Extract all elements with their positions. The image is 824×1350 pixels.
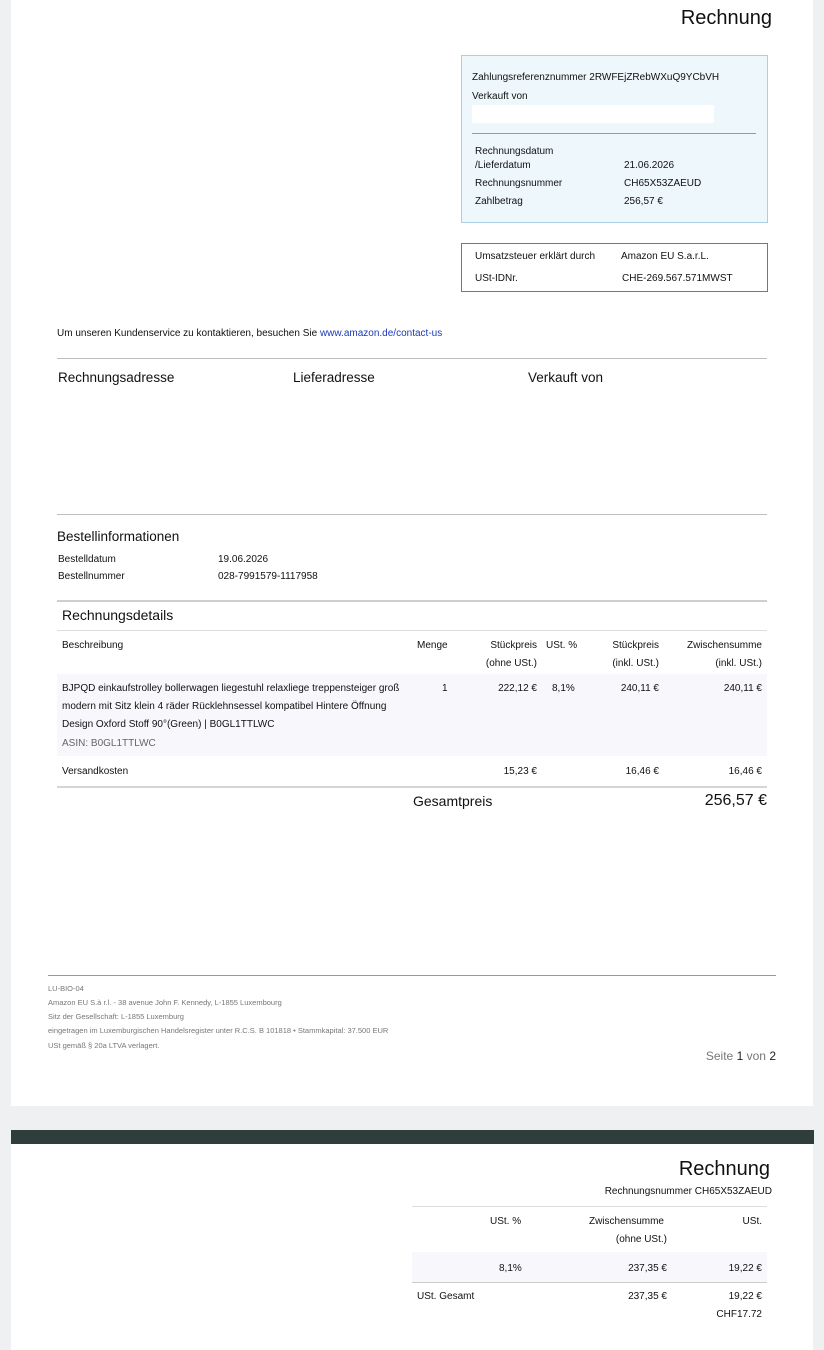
seller-address-heading: Verkauft von	[528, 370, 604, 385]
col-unit-net-sub: (ohne USt.)	[485, 658, 537, 669]
footer-line-3: Sitz der Gesellschaft: L-1855 Luxemburg	[48, 1012, 184, 1021]
item-description-line-1: BJPQD einkaufstrolley bollerwagen liegestuhl relaxliege treppensteiger groß	[62, 683, 400, 694]
order-number-label: Bestellnummer	[58, 571, 125, 582]
page-prefix: Seite	[705, 1049, 734, 1063]
col-unit-gross: Stückpreis	[612, 640, 659, 651]
shipping-address-heading: Lieferadresse	[293, 370, 375, 385]
vat-total-subtotal: 237,35 €	[628, 1291, 667, 1302]
table-row	[412, 1252, 767, 1282]
page-total: 2	[769, 1049, 776, 1063]
divider	[412, 1282, 767, 1283]
item-subtotal: 240,11 €	[723, 683, 762, 694]
vat-declared-label: Umsatzsteuer erklärt durch	[475, 251, 596, 262]
vat-id-label: USt-IDNr.	[475, 273, 518, 284]
shipping-subtotal: 16,46 €	[728, 766, 762, 777]
invoice-date-label: Rechnungsdatum	[475, 146, 554, 157]
billing-address-heading: Rechnungsadresse	[58, 370, 175, 385]
col-vat-pct: USt. %	[490, 1216, 522, 1227]
divider	[57, 358, 767, 359]
order-info-heading: Bestellinformationen	[57, 529, 180, 544]
col-vat: USt.	[742, 1216, 762, 1227]
row-subtotal: 237,35 €	[628, 1263, 667, 1274]
col-quantity: Menge	[417, 640, 448, 651]
vat-declared-value: Amazon EU S.a.r.L.	[621, 251, 709, 262]
col-unit-net: Stückpreis	[490, 640, 537, 651]
footer-line-5: USt gemäß § 20a LTVA verlagert.	[48, 1041, 160, 1050]
shipping-unit-gross: 16,46 €	[625, 766, 659, 777]
vat-total-label: USt. Gesamt	[417, 1291, 475, 1302]
page-title: Rechnung	[680, 7, 772, 29]
invoice-number-value: CH65X53ZAEUD	[624, 178, 702, 189]
invoice-date-value: 21.06.2026	[624, 160, 675, 171]
invoice-number-line: Rechnungsnummer CH65X53ZAEUD	[604, 1186, 772, 1197]
col-subtotal: Zwischensumme	[588, 1216, 664, 1227]
invoice-number-label: Rechnungsnummer	[475, 178, 563, 189]
divider	[57, 630, 767, 631]
divider	[472, 133, 756, 134]
page-mid: von	[746, 1049, 766, 1063]
page-separator	[11, 1130, 814, 1144]
total-value: 256,57 €	[704, 792, 767, 809]
shipping-unit-net: 15,23 €	[503, 766, 537, 777]
footer-divider	[48, 975, 776, 976]
item-unit-gross: 240,11 €	[620, 683, 659, 694]
sold-by-value-field	[472, 105, 714, 123]
footer-line-4: eingetragen im Luxemburgischen Handelsregister unter R.C.S. B 101818 • Stammkapital: 37.500 EUR	[48, 1026, 389, 1035]
footer-line-2: Amazon EU S.à r.l. - 38 avenue John F. Kennedy, L-1855 Luxembourg	[48, 998, 282, 1007]
payment-reference: Zahlungsreferenznummer 2RWFEjZRebWXuQ9YCbVH	[472, 72, 720, 83]
order-number-value: 028-7991579-1117958	[218, 571, 318, 582]
col-subtotal-sub: (ohne USt.)	[615, 1234, 667, 1245]
invoice-page-1	[11, 0, 813, 1106]
invoice-details-heading: Rechnungsdetails	[62, 607, 174, 623]
page-indicator	[706, 1049, 776, 1063]
sold-by-label: Verkauft von	[472, 91, 528, 102]
page-title: Rechnung	[678, 1158, 770, 1180]
vat-declaration-box	[461, 243, 768, 292]
col-subtotal: Zwischensumme	[686, 640, 762, 651]
vat-total-value: 19,22 €	[728, 1291, 762, 1302]
amount-value: 256,57 €	[624, 196, 663, 207]
col-description: Beschreibung	[62, 640, 124, 651]
order-date-value: 19.06.2026	[218, 554, 269, 565]
invoice-page-2	[11, 1144, 813, 1350]
order-date-label: Bestelldatum	[58, 554, 116, 565]
col-subtotal-sub: (inkl. USt.)	[715, 658, 762, 669]
divider	[57, 600, 767, 602]
row-vat: 19,22 €	[728, 1263, 762, 1274]
vat-id-value: CHE-269.567.571MWST	[622, 273, 733, 284]
item-quantity: 1	[442, 683, 448, 694]
item-description-line-3: Design Oxford Stoff 90°(Green) | B0GL1TTLWC	[62, 719, 275, 730]
divider	[57, 514, 767, 515]
vat-total-chf: CHF17.72	[716, 1309, 762, 1320]
item-asin: ASIN: B0GL1TTLWC	[62, 738, 156, 749]
contact-line	[57, 328, 442, 339]
delivery-date-label: /Lieferdatum	[475, 160, 531, 171]
page-number: 1	[736, 1049, 744, 1063]
col-vat-pct: USt. %	[546, 640, 578, 651]
divider	[412, 1206, 767, 1207]
item-vat-pct: 8,1%	[552, 683, 575, 694]
item-unit-net: 222,12 €	[498, 683, 537, 694]
item-description-line-2: modern mit Sitz klein 4 räder Rücklehnsessel kompatibel Hintere Öffnung	[62, 701, 387, 712]
total-label: Gesamtpreis	[413, 793, 493, 809]
contact-link[interactable]: www.amazon.de/contact-us	[319, 328, 443, 339]
divider	[57, 786, 767, 788]
payment-info-box	[461, 55, 768, 223]
col-unit-gross-sub: (inkl. USt.)	[612, 658, 659, 669]
footer-line-1: LU-BIO-04	[48, 984, 84, 993]
amount-label: Zahlbetrag	[475, 196, 523, 207]
shipping-label: Versandkosten	[62, 766, 129, 777]
contact-text: Um unseren Kundenservice zu kontaktieren, besuchen Sie	[57, 328, 318, 339]
row-vat-pct: 8,1%	[499, 1263, 522, 1274]
